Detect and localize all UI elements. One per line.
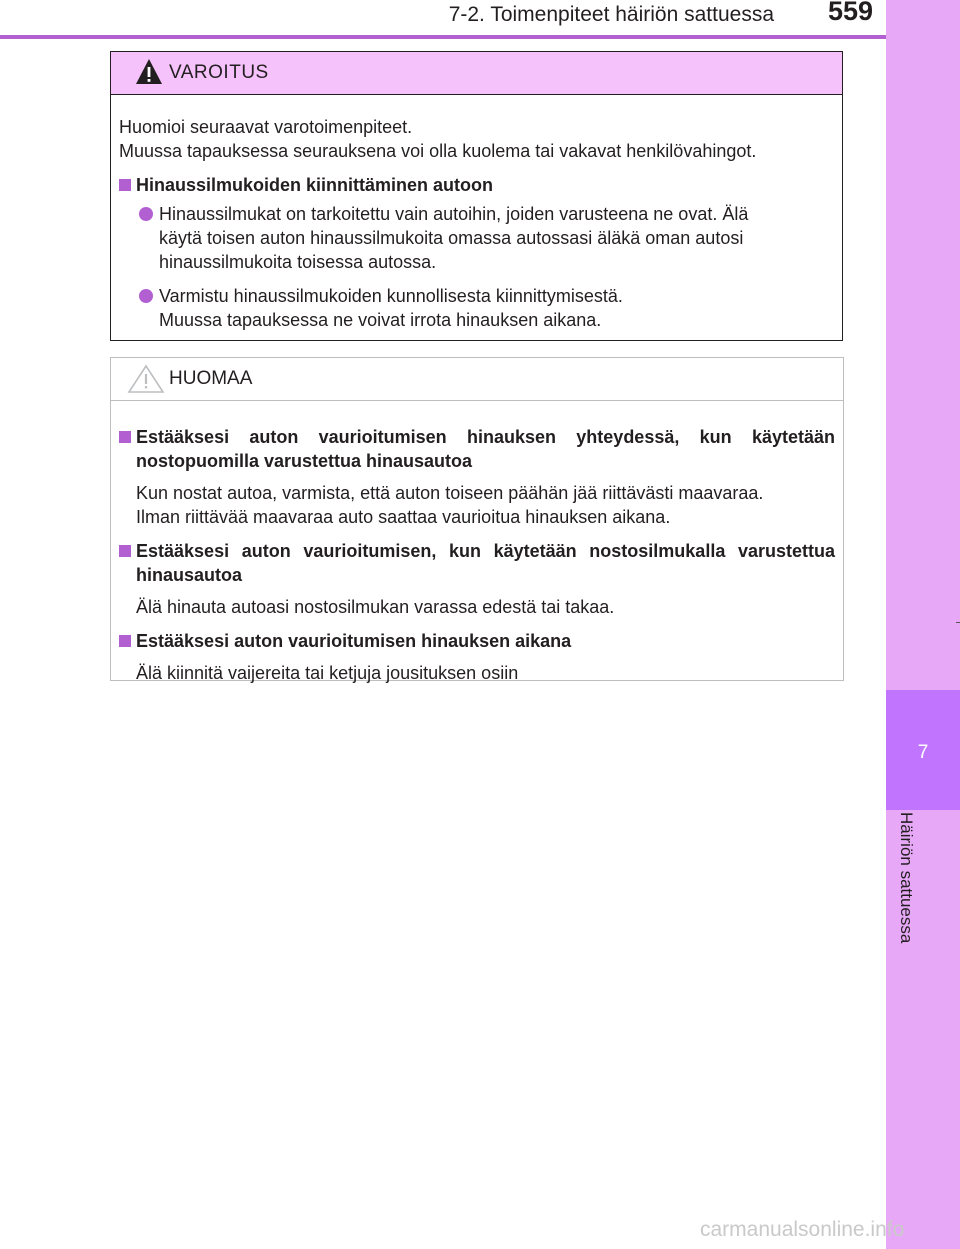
header-divider — [0, 35, 886, 39]
warning-item-line: Varmistu hinaussilmukoiden kunnollisesta kiinnittymisestä. — [159, 286, 623, 306]
warning-body — [111, 95, 842, 332]
notice-section-heading: Estääksesi auton vaurioitumisen, kun käytetään nostosilmukalla varustettua hinausautoa — [136, 541, 835, 585]
warning-intro-line: Muussa tapauksessa seurauksena voi olla kuolema tai vakavat henkilövahingot. — [119, 141, 757, 161]
side-tick-mark — [956, 622, 960, 623]
square-bullet-icon — [119, 179, 131, 191]
circle-bullet-icon — [139, 207, 153, 221]
notice-section — [119, 539, 835, 619]
warning-item-line: käytä toisen auton hinaussilmukoita omassa autossasi äläkä oman autosi — [159, 228, 744, 248]
warning-triangle-icon — [135, 58, 163, 86]
warning-section-heading — [119, 173, 834, 197]
warning-header — [111, 52, 842, 95]
square-bullet-icon — [119, 545, 131, 557]
warning-list-item — [119, 284, 834, 332]
page-number: 559 — [828, 0, 874, 26]
page-header-title: 7-2. Toimenpiteet häiriön sattuessa — [448, 3, 774, 26]
notice-body — [111, 401, 843, 685]
notice-box — [110, 357, 844, 681]
warning-list-item — [119, 202, 834, 274]
side-chapter-tab — [886, 0, 960, 1249]
warning-item-line: hinaussilmukoita toisessa autossa. — [159, 252, 437, 272]
notice-text-line: Ilman riittävää maavaraa auto saattaa vaurioitua hinauksen aikana. — [136, 507, 671, 527]
chapter-label: Häiriön sattuessa — [897, 812, 916, 944]
notice-section — [119, 629, 835, 685]
notice-text-line: Älä kiinnitä vaijereita tai ketjuja jousituksen osiin — [136, 663, 519, 683]
warning-title: VAROITUS — [169, 62, 269, 83]
notice-text-line: Kun nostat autoa, varmista, että auton toiseen päähän jää riittävästi maavaraa. — [136, 483, 764, 503]
notice-title: HUOMAA — [169, 368, 253, 389]
watermark-text: carmanualsonline.info — [700, 1218, 905, 1241]
warning-item-line: Muussa tapauksessa ne voivat irrota hinauksen aikana. — [159, 310, 602, 330]
chapter-number: 7 — [917, 742, 929, 763]
warning-section-title: Hinaussilmukoiden kiinnittäminen autoon — [136, 175, 494, 195]
warning-box — [110, 51, 843, 341]
notice-section-heading: Estääksesi auton vaurioitumisen hinauksen aikana — [136, 631, 572, 651]
notice-text-line: Älä hinauta autoasi nostosilmukan varassa edestä tai takaa. — [136, 597, 615, 617]
warning-item-line: Hinaussilmukat on tarkoitettu vain autoihin, joiden varusteena ne ovat. Älä — [159, 204, 749, 224]
notice-header — [111, 358, 843, 401]
caution-triangle-icon — [127, 364, 165, 394]
warning-intro-line: Huomioi seuraavat varotoimenpiteet. — [119, 117, 413, 137]
circle-bullet-icon — [139, 289, 153, 303]
notice-section — [119, 425, 835, 529]
square-bullet-icon — [119, 635, 131, 647]
notice-section-heading: Estääksesi auton vaurioitumisen hinauksen yhteydessä, kun käytetään nostopuomilla varustettua hinausautoa — [136, 427, 835, 471]
square-bullet-icon — [119, 431, 131, 443]
